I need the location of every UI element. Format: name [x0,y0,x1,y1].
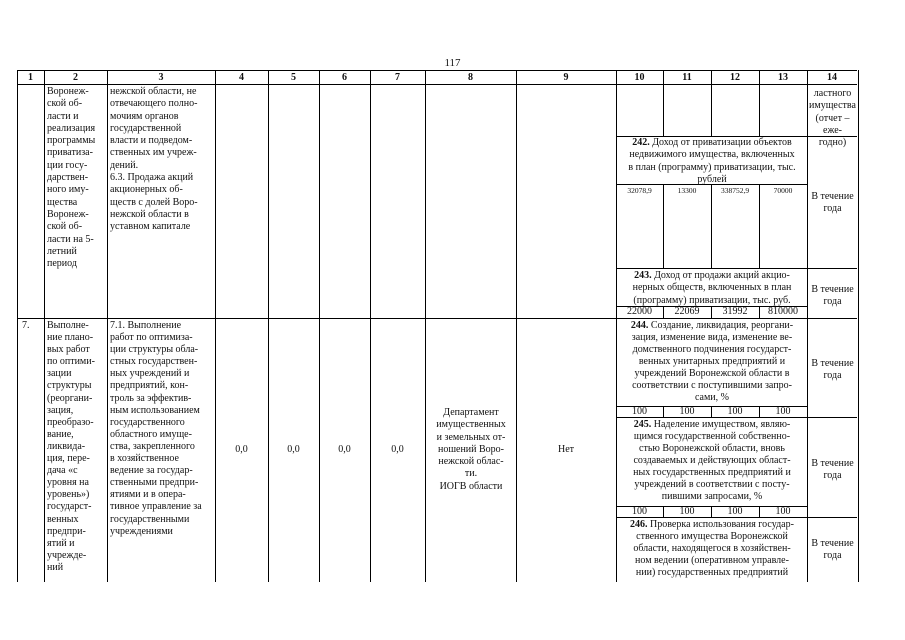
indicator-242-value-10: 32078,9 [627,186,652,195]
col-divider-6-7 [370,70,371,582]
values-divider [663,184,664,268]
row-b-col5-value: 0,0 [287,444,300,455]
indicator-244-value-11: 100 [679,406,695,417]
column-header-3: 3 [158,72,164,83]
indicator-242-value-13: 70000 [773,186,793,195]
header-bottom-rule [17,84,857,85]
indicator-245-value-12: 100 [727,506,743,517]
indicator-245-value-13: 100 [775,506,791,517]
column-header-7: 7 [395,72,400,83]
col-divider-7-8 [425,70,426,582]
indicator-245-value-11: 100 [679,506,695,517]
indicator-242-deadline: В течение года [811,191,854,215]
row-b-activity-text: 7.1. Выполнение работ по оптимиза- ции структуры обла- стных государствен- ных учреждений и предприятий, кон- троль за эффектив- ным использованием государственного областного имуще- ства, закрепленного в хозяйственное ведение за государ- ственными предпри- ятиями и в опера- тивное управление за государственными учреждениями [110,320,202,537]
row-b-responsible-text: Департамент имущественных и земельных от- ношений Воро- нежской облас- ти. ИОГВ области [436,407,506,492]
col-divider-4-5 [268,70,269,582]
indicator-243-top-rule [616,268,857,269]
indicator-244-value-10: 100 [632,406,647,417]
values-divider [759,184,760,268]
indicator-243-deadline: В течение года [811,284,854,308]
row-b-col9-value: Нет [557,444,575,455]
indicator-246-deadline: В течение года [811,538,854,562]
values-divider [711,184,712,268]
row-a-activity-text: нежской области, не отвечающего полно- мочиям органов государственной власти и подведом- ственных им учреж- дений. 6.3. Продажа акций акционерных об- ществ с долей Воро- нежской области в уставном капитале [110,86,198,233]
indicator-246-text: 246. Проверка использования государ- ственного имущества Воронежской области, находящегося в хозяйствен- ном ведении (оперативном управле- нии) государственных предприятий [630,519,794,578]
row-b-col4-value: 0,0 [235,444,248,455]
column-header-12: 12 [730,72,740,83]
column-header-6: 6 [342,72,347,83]
indicator-243-value-11: 22069 [674,306,700,317]
indicator-244-text: 244. Создание, ликвидация, реоргани- зация, изменение вида, изменение ве- домственного подчинения государст- венных унитарных предприятий и учреждений Воронежской области в соответствии с поступившими запро- сами, % [630,320,794,403]
column-header-4: 4 [239,72,244,83]
indicator-243-value-13: 810000 [768,306,798,317]
column-header-11: 11 [682,72,692,83]
indicator-243-value-12: 31992 [722,306,748,317]
col-divider-3-4 [215,70,216,582]
row-separator [17,318,857,319]
indicator-246-top-rule [616,517,857,518]
column-header-10: 10 [634,72,645,83]
col-divider-5-6 [319,70,320,582]
indicator-242-value-11: 13300 [677,186,697,195]
row-b-number: 7. [22,320,30,331]
row-a-reporting-text: ластного имущества (отчет – еже- годно) [809,88,856,149]
row-b-col6-value: 0,0 [338,444,351,455]
indicator-243-text: 243. Доход от продажи акций акцио- нерных обществ, включенных в план (программу) приватизации, тыс. руб. [632,270,792,306]
indicator-244-value-13: 100 [775,406,791,417]
indicator-245-text: 245. Наделение имуществом, являю- щимся государственной собственно- стью Воронежской области, вновь создаваемых и действующих област- ных государственных предприятий и учреждений в соответствии с посту- пившими запросами, % [633,419,791,502]
column-header-13: 13 [778,72,788,83]
column-header-8: 8 [468,72,473,83]
indicator-243-value-10: 22000 [627,306,652,317]
row-b-goal-text: Выполне- ние плано- вых работ по оптими- зации структуры (реоргани- зация, преобразо- вание, ликвида- ция, пере- дача «с уровня на уровень») государст- венных предпри- ятий и учрежде- ний [47,320,95,573]
column-header-2: 2 [73,72,78,83]
page-number: 117 [444,57,461,69]
column-header-9: 9 [563,72,569,83]
indicator-245-value-10: 100 [632,506,647,517]
indicator-245-deadline: В течение года [811,458,854,482]
indicator-244-value-12: 100 [727,406,743,417]
indicator-242-text: 242. Доход от приватизации объектов недвижимого имущества, включенных в план (программу) приватизации, тыс. рублей [628,137,796,185]
column-header-1: 1 [28,72,33,83]
row-b-col7-value: 0,0 [391,444,404,455]
row-a-goal-text: Воронеж- ской об- ласти и реализация программы приватиза- ции госу- дарствен- ного иму- щества Воронеж- ской об- ласти на 5- летний период [47,86,96,270]
indicator-244-deadline: В течение года [811,358,854,382]
column-header-5: 5 [291,72,296,83]
indicator-245-top-rule [616,417,857,418]
column-header-14: 14 [827,72,837,83]
col-divider-1-2 [44,70,45,582]
indicator-242-value-12: 338752,9 [720,186,750,195]
col-divider-8-9 [516,70,517,582]
col-divider-2-3 [107,70,108,582]
